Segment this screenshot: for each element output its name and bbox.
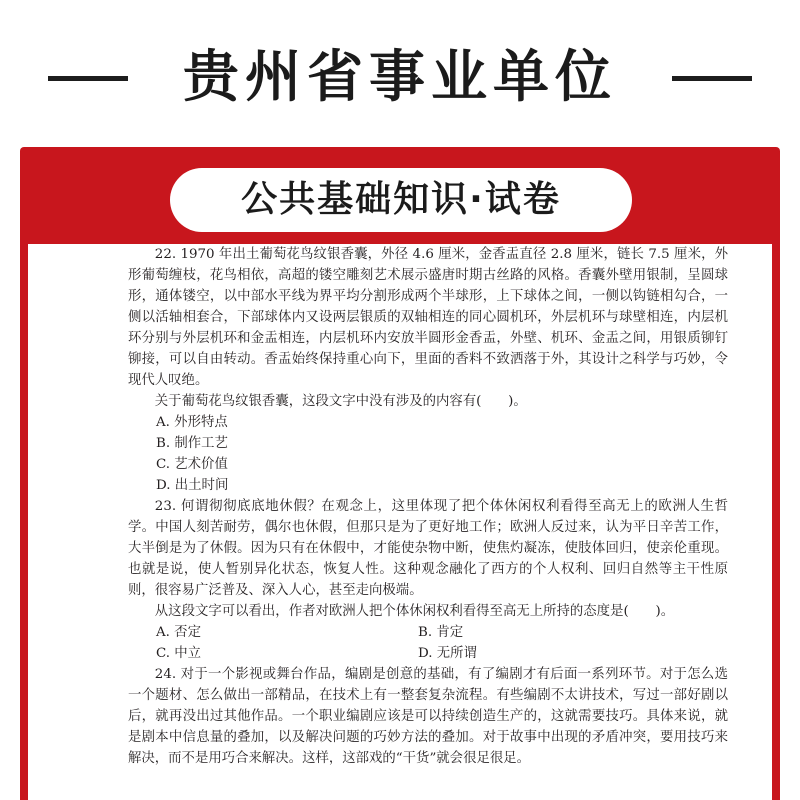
q23-option-c: C. 中立 <box>156 646 202 661</box>
header-left-rule <box>48 76 128 81</box>
q22-passage: 22. 1970 年出土葡萄花鸟纹银香囊，外径 4.6 厘米，金香盂直径 2.8 厘米，链长 7.5 厘米，外形葡萄缠枝，花鸟相依，高超的镂空雕刻艺术展示盛唐时期古丝路的风格。香囊外壁用银制，呈圆球形，通体镂空，以中部水平线为界平均分割形成两个半球形，上下球体之间，一侧以钩链相勾合，一侧以活轴相套合，下部球体内又设两层银质的双轴相连的同心圆机环，外层机环与球壁相连，内层机环分别与外层机环和金盂相连，内层机环内安放半圆形金香盂，外壁、机环、金盂之间，用银质铆钉铆接，可以自由转动。香盂始终保持重心向下，里面的香料不致洒落于外，其设计之科学与巧妙，令现代人叹绝。 <box>128 247 728 388</box>
q22-option-a: A. 外形特点 <box>156 415 228 430</box>
q23-options-row-2 <box>128 643 728 664</box>
banner-title: 公共基础知识·试卷 <box>170 168 632 232</box>
exam-content <box>128 244 728 769</box>
q23-option-d: D. 无所谓 <box>418 646 477 661</box>
exam-paper <box>28 244 772 800</box>
q23-option-b: B. 肯定 <box>418 625 464 640</box>
q22-option-d: D. 出土时间 <box>156 478 229 493</box>
q22-stem: 关于葡萄花鸟纹银香囊，这段文字中没有涉及的内容有( )。 <box>154 394 527 409</box>
q23-passage: 23. 何谓彻彻底底地休假？在观念上，这里体现了把个体休闲权利看得至高无上的欧洲人生哲学。中国人刻苦耐劳，偶尔也休假，但那只是为了更好地工作；欧洲人反过来，认为平日辛苦工作，大半倒是为了休假。因为只有在休假中，才能使杂物中断，使焦灼凝冻，使肢体回归，使亲伦重现。也就是说，使人暂别异化状态，恢复人性。这种观念融化了西方的个人权利、回归自然等主干性原则，很容易广泛普及、深入人心，甚至走向极端。 <box>128 499 728 598</box>
q22-option-b: B. 制作工艺 <box>156 436 228 451</box>
q24-passage: 24. 对于一个影视或舞台作品，编剧是创意的基础，有了编剧才有后面一系列环节。对于怎么选一个题材、怎么做出一部精品，在技术上有一整套复杂流程。有些编剧不太讲技术，写过一部好剧以后，就再没出过其他作品。一个职业编剧应该是可以持续创造生产的，这就需要技巧。具体来说，就是剧本中信息量的叠加，以及解决问题的巧妙方法的叠加。对于故事中出现的矛盾冲突，要用技巧来解决，而不是用巧合来解决。这样，这部戏的“干货”就会很足很足。 <box>128 667 728 766</box>
q23-stem: 从这段文字可以看出，作者对欧洲人把个体休闲权利看得至高无上所持的态度是( )。 <box>154 604 675 619</box>
q23-options-row-1 <box>128 622 728 643</box>
page-title: 贵州省事业单位 <box>183 45 617 110</box>
q23-option-a: A. 否定 <box>156 625 201 640</box>
q22-option-c: C. 艺术价值 <box>156 457 228 472</box>
header-right-rule <box>672 76 752 81</box>
